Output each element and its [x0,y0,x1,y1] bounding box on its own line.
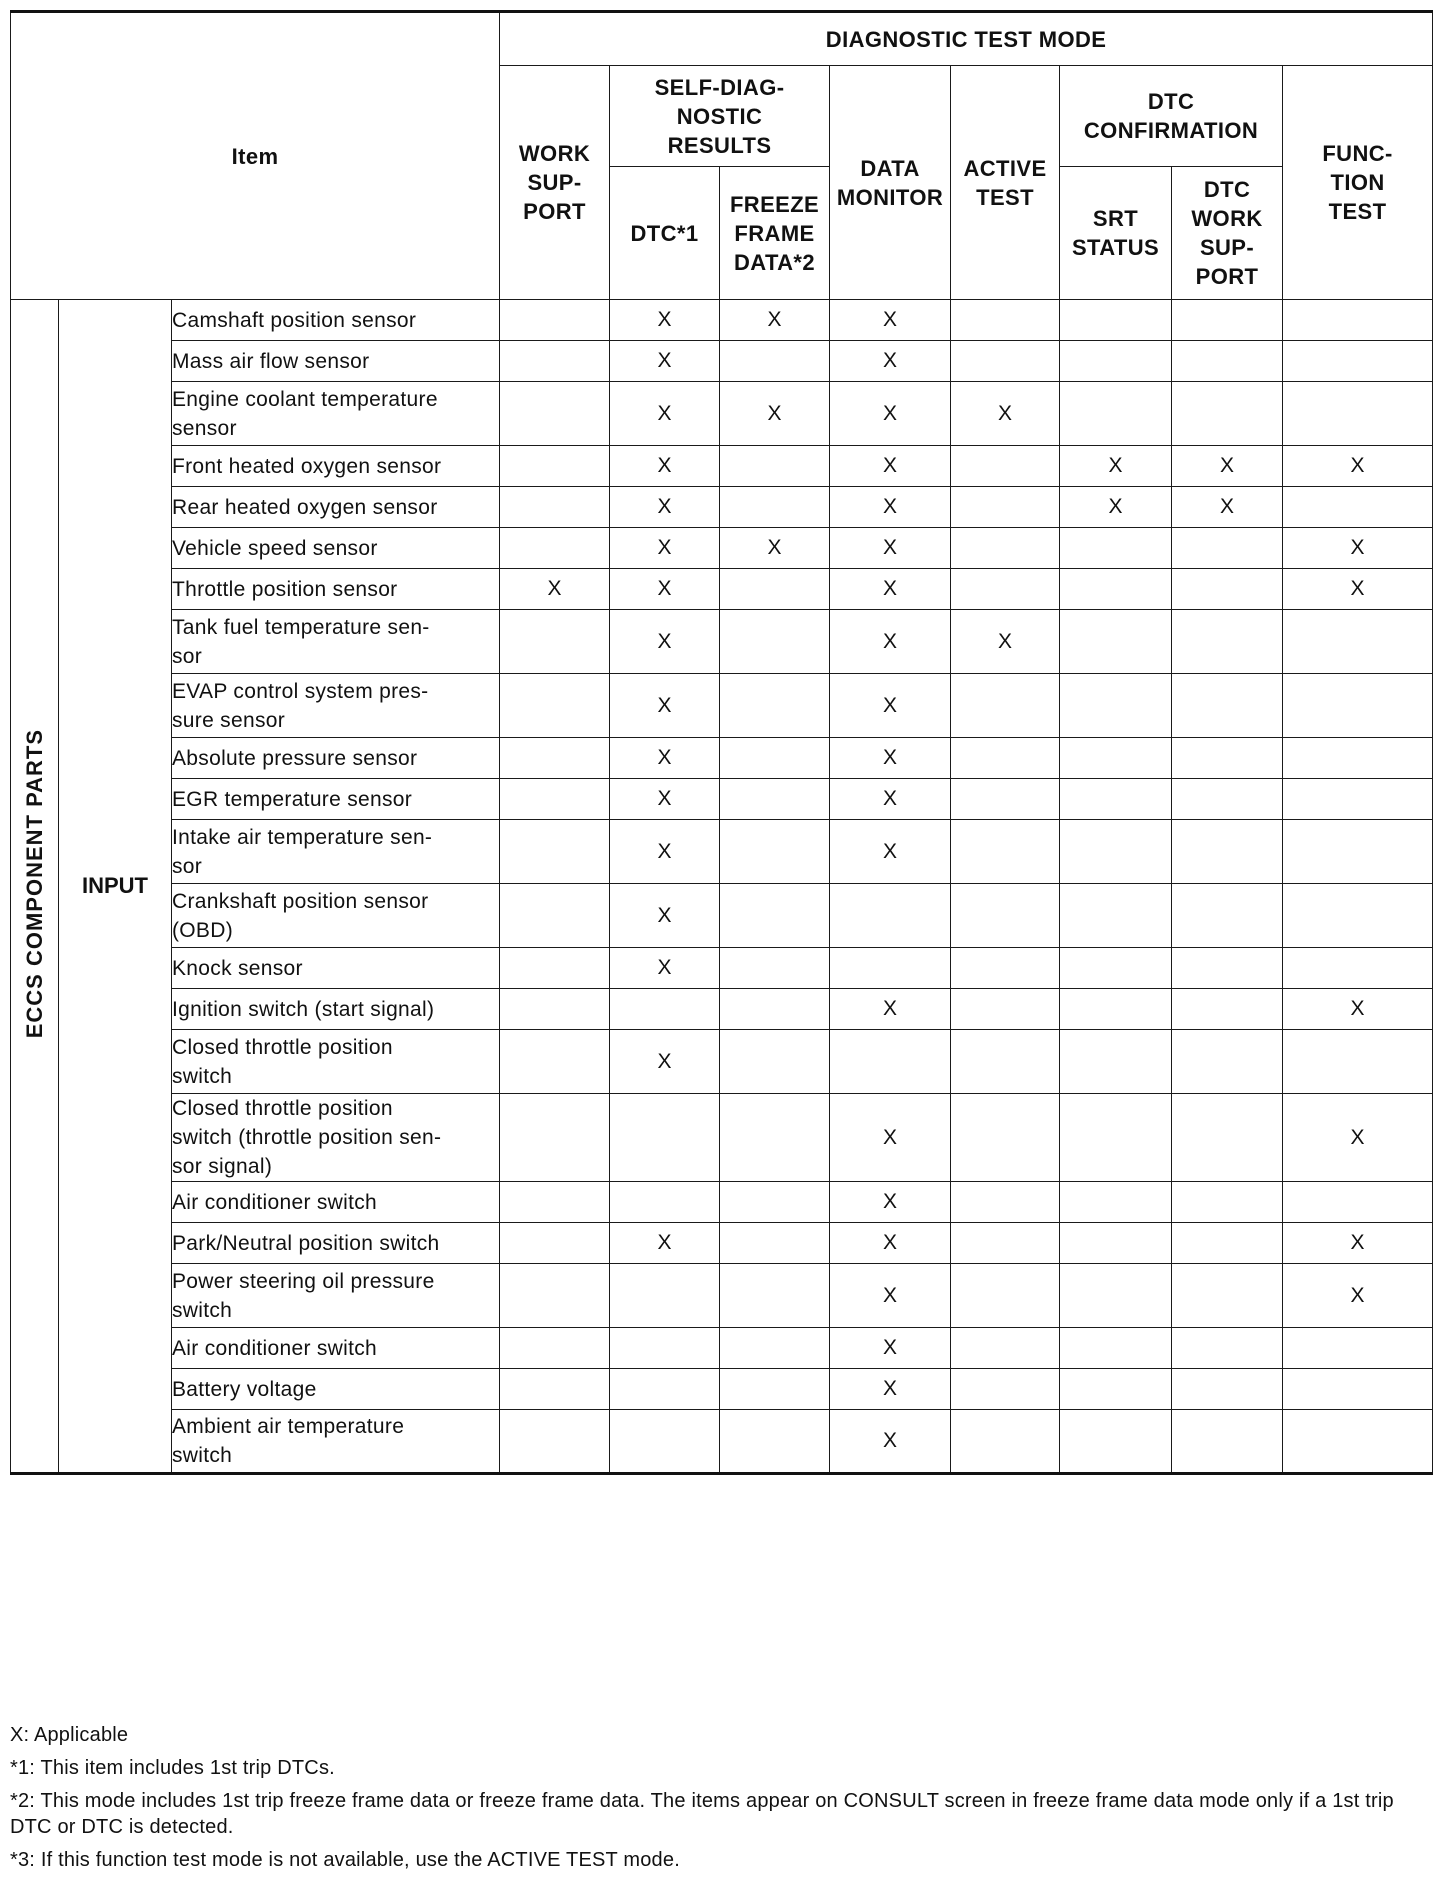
work-support-cell [500,300,610,341]
data-monitor-cell: X [830,1182,951,1223]
freeze-frame-cell [720,1369,830,1410]
freeze-frame-cell [720,948,830,989]
data-monitor-cell: X [830,341,951,382]
dtc-work-support-cell [1172,569,1283,610]
work-support-cell [500,820,610,884]
data-monitor-cell: X [830,1328,951,1369]
function-test-cell: X [1283,446,1433,487]
dtc-work-support-cell [1172,820,1283,884]
active-test-cell [951,674,1060,738]
dtc-work-support-cell [1172,1182,1283,1223]
dtc1-cell: X [610,674,720,738]
dtc1-cell: X [610,1030,720,1094]
dtc1-cell: X [610,779,720,820]
work-support-cell [500,738,610,779]
footnote-1: *1: This item includes 1st trip DTCs. [10,1757,335,1779]
srt-status-cell [1060,610,1172,674]
srt-status-cell [1060,674,1172,738]
active-test-cell [951,1030,1060,1094]
function-test-header: FUNC- TION TEST [1283,66,1433,300]
freeze-frame-cell [720,1094,830,1182]
data-monitor-cell [830,1030,951,1094]
function-test-cell [1283,1369,1433,1410]
srt-status-cell [1060,820,1172,884]
freeze-frame-cell [720,446,830,487]
function-test-cell [1283,610,1433,674]
table-row [11,1328,1433,1369]
data-monitor-cell: X [830,487,951,528]
active-test-cell [951,569,1060,610]
function-test-cell: X [1283,1223,1433,1264]
footnote-2: *2: This mode includes 1st trip freeze frame data or freeze frame data. The items appear on CONSULT screen in freeze frame data mode only if a 1st trip DTC or DTC is detected. [10,1790,1394,1838]
item-name-cell: EGR temperature sensor [172,779,500,820]
work-support-cell [500,674,610,738]
dtc-work-support-cell: X [1172,487,1283,528]
dtc1-cell: X [610,738,720,779]
table-row [11,884,1433,948]
freeze-frame-cell [720,1182,830,1223]
item-name-cell: Camshaft position sensor [172,300,500,341]
dtc1-cell: X [610,300,720,341]
function-test-cell: X [1283,528,1433,569]
function-test-cell [1283,300,1433,341]
dtc-work-support-cell [1172,528,1283,569]
dtc1-cell: X [610,487,720,528]
work-support-cell [500,610,610,674]
active-test-cell [951,948,1060,989]
table-row [11,487,1433,528]
data-monitor-cell [830,948,951,989]
diagnostic-mode-table [10,10,1433,1475]
item-name-cell: Battery voltage [172,1369,500,1410]
dtc1-cell [610,1328,720,1369]
function-test-cell [1283,738,1433,779]
data-monitor-cell: X [830,820,951,884]
table-row [11,569,1433,610]
dtc-work-support-cell [1172,1410,1283,1474]
active-test-cell [951,738,1060,779]
table-row [11,820,1433,884]
function-test-cell: X [1283,1094,1433,1182]
work-support-cell: X [500,569,610,610]
table-row [11,446,1433,487]
srt-status-cell [1060,1264,1172,1328]
active-test-cell [951,1369,1060,1410]
table-row [11,674,1433,738]
function-test-cell [1283,341,1433,382]
work-support-cell [500,989,610,1030]
item-header: Item [11,12,500,300]
active-test-cell [951,820,1060,884]
function-test-cell [1283,1182,1433,1223]
srt-status-cell [1060,1030,1172,1094]
freeze-frame-cell [720,569,830,610]
data-monitor-cell: X [830,1094,951,1182]
data-monitor-cell: X [830,446,951,487]
active-test-cell [951,341,1060,382]
dtc-work-support-cell [1172,674,1283,738]
work-support-cell [500,382,610,446]
data-monitor-cell: X [830,674,951,738]
item-name-cell: Vehicle speed sensor [172,528,500,569]
active-test-cell [951,779,1060,820]
dtc-confirmation-header: DTC CONFIRMATION [1060,66,1283,167]
dtc1-header: DTC*1 [610,167,720,300]
srt-status-cell [1060,569,1172,610]
function-test-cell [1283,1328,1433,1369]
dtc-work-support-cell [1172,1264,1283,1328]
dtc1-cell: X [610,820,720,884]
item-name-cell: Air conditioner switch [172,1182,500,1223]
data-monitor-cell: X [830,382,951,446]
diagnostic-test-mode-header: DIAGNOSTIC TEST MODE [500,12,1433,66]
work-support-cell [500,948,610,989]
item-name-cell: Rear heated oxygen sensor [172,487,500,528]
srt-status-cell [1060,1182,1172,1223]
freeze-frame-cell: X [720,382,830,446]
item-name-cell: Engine coolant temperature sensor [172,382,500,446]
dtc1-cell: X [610,569,720,610]
function-test-cell [1283,1410,1433,1474]
data-monitor-cell: X [830,300,951,341]
data-monitor-cell: X [830,1264,951,1328]
dtc-work-support-cell [1172,948,1283,989]
freeze-frame-cell [720,738,830,779]
function-test-cell: X [1283,1264,1433,1328]
dtc-work-support-cell: X [1172,446,1283,487]
srt-status-cell [1060,1369,1172,1410]
srt-status-cell [1060,989,1172,1030]
dtc1-cell [610,1410,720,1474]
item-name-cell: Tank fuel temperature sen- sor [172,610,500,674]
function-test-cell [1283,1030,1433,1094]
dtc1-cell: X [610,884,720,948]
active-test-cell [951,1410,1060,1474]
freeze-frame-header: FREEZE FRAME DATA*2 [720,167,830,300]
subgroup-label: INPUT [59,300,172,1474]
dtc1-cell [610,1182,720,1223]
work-support-cell [500,1094,610,1182]
data-monitor-cell: X [830,1410,951,1474]
item-name-cell: Park/Neutral position switch [172,1223,500,1264]
work-support-cell [500,1328,610,1369]
item-name-cell: Ignition switch (start signal) [172,989,500,1030]
data-monitor-cell: X [830,1223,951,1264]
table-row [11,779,1433,820]
data-monitor-header: DATA MONITOR [830,66,951,300]
dtc-work-support-cell [1172,382,1283,446]
table-row [11,1223,1433,1264]
dtc-work-support-cell [1172,1030,1283,1094]
item-name-cell: Closed throttle position switch [172,1030,500,1094]
work-support-cell [500,1223,610,1264]
active-test-cell [951,1264,1060,1328]
table-row [11,738,1433,779]
function-test-cell [1283,779,1433,820]
function-test-cell [1283,487,1433,528]
freeze-frame-cell [720,1030,830,1094]
footnote-3: *3: If this function test mode is not available, use the ACTIVE TEST mode. [10,1849,680,1871]
freeze-frame-cell: X [720,300,830,341]
data-monitor-cell: X [830,610,951,674]
table-row [11,948,1433,989]
item-name-cell: Absolute pressure sensor [172,738,500,779]
data-monitor-cell: X [830,528,951,569]
dtc1-cell: X [610,1223,720,1264]
table-row [11,1030,1433,1094]
table-row [11,1410,1433,1474]
dtc1-cell: X [610,341,720,382]
freeze-frame-cell [720,989,830,1030]
dtc-work-support-cell [1172,884,1283,948]
work-support-cell [500,779,610,820]
freeze-frame-cell [720,820,830,884]
table-body [11,300,1433,1474]
srt-status-cell [1060,738,1172,779]
item-name-cell: Ambient air temperature switch [172,1410,500,1474]
freeze-frame-cell [720,884,830,948]
srt-status-cell [1060,948,1172,989]
work-support-cell [500,1030,610,1094]
data-monitor-cell: X [830,1369,951,1410]
active-test-cell [951,884,1060,948]
srt-status-cell [1060,779,1172,820]
active-test-cell [951,1328,1060,1369]
freeze-frame-cell [720,610,830,674]
freeze-frame-cell [720,1410,830,1474]
table-row [11,528,1433,569]
srt-status-cell [1060,528,1172,569]
active-test-cell [951,1223,1060,1264]
data-monitor-cell: X [830,989,951,1030]
dtc-work-support-cell [1172,779,1283,820]
freeze-frame-cell [720,487,830,528]
srt-status-cell [1060,341,1172,382]
active-test-cell [951,528,1060,569]
freeze-frame-cell [720,1328,830,1369]
dtc1-cell [610,1094,720,1182]
item-name-cell: Throttle position sensor [172,569,500,610]
dtc-work-support-cell [1172,738,1283,779]
table-row [11,1094,1433,1182]
srt-status-cell [1060,1094,1172,1182]
dtc-work-support-header: DTC WORK SUP- PORT [1172,167,1283,300]
dtc1-cell: X [610,610,720,674]
dtc1-cell [610,989,720,1030]
dtc1-cell: X [610,382,720,446]
active-test-header: ACTIVE TEST [951,66,1060,300]
srt-status-cell: X [1060,446,1172,487]
table-row [11,1264,1433,1328]
work-support-cell [500,884,610,948]
active-test-cell: X [951,610,1060,674]
work-support-cell [500,487,610,528]
work-support-cell [500,1264,610,1328]
item-name-cell: Power steering oil pressure switch [172,1264,500,1328]
footnote-legend: X: Applicable [10,1724,129,1746]
dtc-work-support-cell [1172,1094,1283,1182]
table-row [11,300,1433,341]
function-test-cell: X [1283,569,1433,610]
function-test-cell [1283,948,1433,989]
data-monitor-cell: X [830,738,951,779]
work-support-cell [500,446,610,487]
srt-status-cell [1060,884,1172,948]
item-name-cell: Front heated oxygen sensor [172,446,500,487]
item-name-cell: Intake air temperature sen- sor [172,820,500,884]
table-row [11,1369,1433,1410]
dtc-work-support-cell [1172,989,1283,1030]
dtc-work-support-cell [1172,341,1283,382]
table-row [11,1182,1433,1223]
srt-status-cell [1060,1223,1172,1264]
dtc1-cell [610,1369,720,1410]
work-support-cell [500,528,610,569]
self-diag-results-header: SELF-DIAG- NOSTIC RESULTS [610,66,830,167]
dtc1-cell: X [610,948,720,989]
footnotes [10,1722,1430,1880]
function-test-cell: X [1283,989,1433,1030]
dtc1-cell [610,1264,720,1328]
srt-status-cell: X [1060,487,1172,528]
dtc-work-support-cell [1172,300,1283,341]
dtc-work-support-cell [1172,1223,1283,1264]
dtc-work-support-cell [1172,610,1283,674]
data-monitor-cell [830,884,951,948]
freeze-frame-cell [720,1223,830,1264]
function-test-cell [1283,382,1433,446]
srt-status-header: SRT STATUS [1060,167,1172,300]
active-test-cell [951,1094,1060,1182]
active-test-cell [951,989,1060,1030]
item-name-cell: Air conditioner switch [172,1328,500,1369]
active-test-cell [951,446,1060,487]
function-test-cell [1283,820,1433,884]
item-name-cell: EVAP control system pres- sure sensor [172,674,500,738]
function-test-cell [1283,884,1433,948]
item-name-cell: Knock sensor [172,948,500,989]
table-row [11,341,1433,382]
table-row [11,989,1433,1030]
srt-status-cell [1060,1328,1172,1369]
freeze-frame-cell [720,674,830,738]
item-name-cell: Closed throttle position switch (throttle position sen- sor signal) [172,1094,500,1182]
table-row [11,610,1433,674]
work-support-cell [500,1410,610,1474]
work-support-cell [500,1369,610,1410]
srt-status-cell [1060,1410,1172,1474]
table-row [11,382,1433,446]
work-support-cell [500,341,610,382]
active-test-cell: X [951,382,1060,446]
function-test-cell [1283,674,1433,738]
srt-status-cell [1060,382,1172,446]
dtc1-cell: X [610,446,720,487]
item-name-cell: Crankshaft position sensor (OBD) [172,884,500,948]
freeze-frame-cell [720,779,830,820]
group-label-cell [11,300,59,1474]
active-test-cell [951,300,1060,341]
work-support-cell [500,1182,610,1223]
data-monitor-cell: X [830,569,951,610]
work-support-header: WORK SUP- PORT [500,66,610,300]
freeze-frame-cell: X [720,528,830,569]
srt-status-cell [1060,300,1172,341]
data-monitor-cell: X [830,779,951,820]
group-label: ECCS COMPONENT PARTS [21,728,47,1039]
freeze-frame-cell [720,341,830,382]
dtc1-cell: X [610,528,720,569]
dtc-work-support-cell [1172,1328,1283,1369]
active-test-cell [951,1182,1060,1223]
item-name-cell: Mass air flow sensor [172,341,500,382]
active-test-cell [951,487,1060,528]
freeze-frame-cell [720,1264,830,1328]
dtc-work-support-cell [1172,1369,1283,1410]
